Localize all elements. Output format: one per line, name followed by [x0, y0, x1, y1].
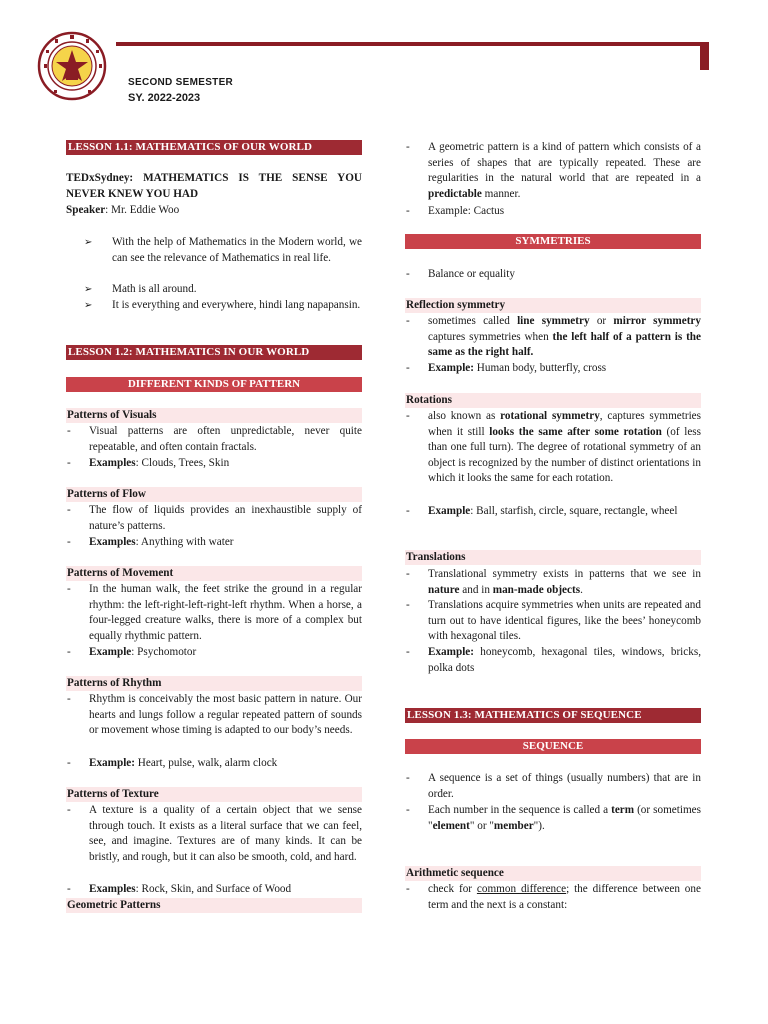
school-year: SY. 2022-2023: [128, 92, 201, 104]
list-item: - Examples: Anything with water: [67, 536, 234, 548]
sequence-band: SEQUENCE: [405, 739, 701, 754]
list-item: - Visual patterns are often unpredictable, never quite repeatable, and often contain fractals.: [67, 425, 362, 453]
patterns-movement-heading: Patterns of Movement: [66, 566, 362, 581]
list-item: - Example: Ball, starfish, circle, square, rectangle, wheel: [406, 505, 678, 517]
rotations-heading: Rotations: [405, 393, 701, 408]
geometric-patterns-heading: Geometric Patterns: [66, 898, 362, 913]
university-logo: [36, 30, 108, 102]
patterns-rhythm-heading: Patterns of Rhythm: [66, 676, 362, 691]
list-item: - A sequence is a set of things (usually numbers) that are in order.: [406, 772, 701, 800]
point-item: ➢ With the help of Mathematics in the Modern world, we can see the relevance of Mathematics in real life.: [84, 236, 362, 264]
list-item: - Each number in the sequence is called a term (or sometimes "element" or "member").: [406, 804, 701, 832]
lesson-1-2-heading: LESSON 1.2: MATHEMATICS IN OUR WORLD: [66, 345, 362, 360]
ted-title: TEDxSydney: MATHEMATICS IS THE SENSE YOU NEVER KNEW YOU HAD: [66, 172, 362, 200]
reflection-symmetry-heading: Reflection symmetry: [405, 298, 701, 313]
point-item: ➢ Math is all around.: [84, 283, 197, 295]
speaker-name: : Mr. Eddie Woo: [105, 204, 180, 216]
arithmetic-sequence-heading: Arithmetic sequence: [405, 866, 701, 881]
header-rule: [116, 42, 708, 46]
list-item: - Example: honeycomb, hexagonal tiles, windows, bricks, polka dots: [406, 646, 701, 674]
kinds-of-pattern-band: DIFFERENT KINDS OF PATTERN: [66, 377, 362, 392]
symmetries-band: SYMMETRIES: [405, 234, 701, 249]
lesson-1-1-heading: LESSON 1.1: MATHEMATICS OF OUR WORLD: [66, 140, 362, 155]
speaker-label: Speaker: [66, 204, 106, 216]
patterns-flow-heading: Patterns of Flow: [66, 487, 362, 502]
semester-label: SECOND SEMESTER: [128, 77, 234, 88]
list-item: - check for common difference; the difference between one term and the next is a constant:: [406, 883, 701, 911]
list-item: - Examples: Clouds, Trees, Skin: [67, 457, 230, 469]
list-item: - Example: Human body, butterfly, cross: [406, 362, 607, 374]
list-item: - also known as rotational symmetry, captures symmetries when it still looks the same after some rotation (of less than one full turn). The degree of rotational symmetry of an object is recognized by the number of distinct orientations in which it looks the same for each rotation.: [406, 410, 702, 485]
translations-heading: Translations: [405, 550, 701, 565]
list-item: - Examples: Rock, Skin, and Surface of Wood: [67, 883, 292, 895]
patterns-visuals-heading: Patterns of Visuals: [66, 408, 362, 423]
list-item: - Example: Heart, pulse, walk, alarm clock: [67, 757, 278, 769]
list-item: - A geometric pattern is a kind of pattern which consists of a series of shapes that are typically repeated. These are regularities in the natural world that are repeated in a predictable manner.: [406, 141, 701, 200]
list-item: - Example: Psychomotor: [67, 646, 197, 658]
list-item: - Translations acquire symmetries when units are repeated and turn out to have identical figures, like the bees’ honeycomb with hexagonal tiles.: [406, 599, 701, 643]
lesson-1-3-heading: LESSON 1.3: MATHEMATICS OF SEQUENCE: [405, 708, 701, 723]
list-item: - Example: Cactus: [406, 205, 505, 217]
list-item: - The flow of liquids provides an inexhaustible supply of nature’s patterns.: [67, 504, 362, 532]
list-item: - sometimes called line symmetry or mirror symmetry captures symmetries when the left half of a pattern is the same as the right half.: [406, 315, 701, 359]
header-rule-end: [700, 42, 709, 70]
list-item: - Translational symmetry exists in patterns that we see in nature and in man-made objects.: [406, 568, 701, 596]
list-item: - Rhythm is conceivably the most basic pattern in nature. Our hearts and lungs follow a regular repeated pattern of sounds or movement whose timing is adapted to our body’s needs.: [67, 693, 362, 737]
list-item: - Balance or equality: [406, 268, 515, 280]
list-item: - A texture is a quality of a certain object that we sense through touch. It exists as a literal surface that we can feel, see, and imagine. Textures are of many kinds. It can be bristly, and rough, but it can also be smooth, cold, and hard.: [67, 804, 362, 863]
point-item: ➢ It is everything and everywhere, hindi lang napapansin.: [84, 299, 361, 311]
speaker-line: [66, 203, 362, 219]
patterns-texture-heading: Patterns of Texture: [66, 787, 362, 802]
list-item: - In the human walk, the feet strike the ground in a regular rhythm: the left-right-left-right-left rhythm. When a horse, a four-legged creature walks, there is more of a complex but equally rhythmic pattern.: [67, 583, 362, 642]
